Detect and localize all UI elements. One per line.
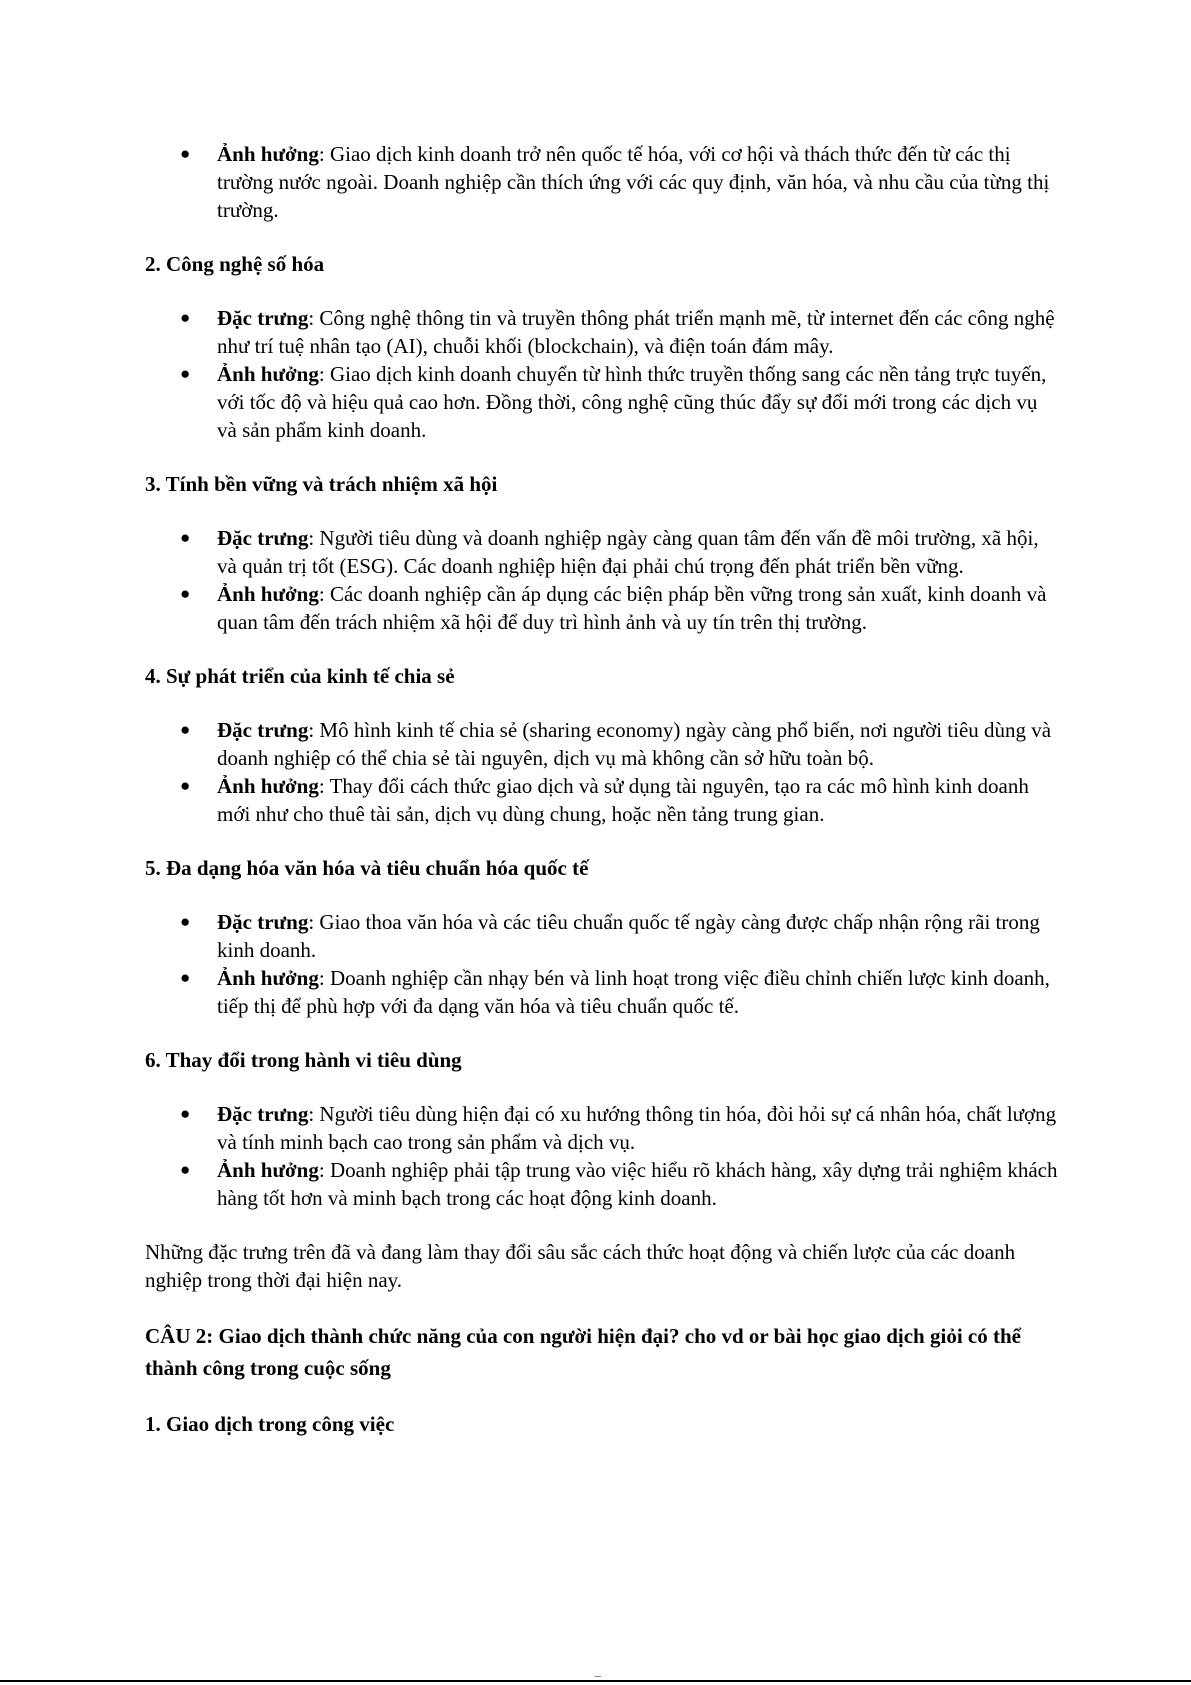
bullet-list [145,524,1060,636]
bullet-text: : Giao dịch kinh doanh chuyển từ hình thức truyền thống sang các nền tảng trực tuyến, với tốc độ và hiệu quả cao hơn. Đồng thời, công nghệ cũng thúc đẩy sự đổi mới trong các dịch vụ và sản phẩm kinh doanh. [217,362,1047,442]
bullet-text: : Mô hình kinh tế chia sẻ (sharing economy) ngày càng phổ biến, nơi người tiêu dùng và doanh nghiệp có thể chia sẻ tài nguyên, dịch vụ mà không cần sở hữu toàn bộ. [217,718,1052,770]
bullet-dot-icon: ● [180,144,191,163]
list-item [145,360,1060,444]
section-heading: 5. Đa dạng hóa văn hóa và tiêu chuẩn hóa quốc tế [145,856,589,880]
section-heading: 1. Giao dịch trong công việc [145,1412,395,1436]
bullet-dot-icon: ● [180,308,191,327]
page-bottom-rule [0,1680,1191,1682]
list-item [145,772,1060,828]
summary-paragraph: Những đặc trưng trên đã và đang làm thay đổi sâu sắc cách thức hoạt động và chiến lược của các doanh nghiệp trong thời đại hiện nay. [145,1240,1016,1292]
question-heading: CÂU 2: Giao dịch thành chức năng của con người hiện đại? cho vd or bài học giao dịch giỏi có thể thành công trong cuộc sống [145,1324,1021,1380]
bullet-dot-icon: ● [180,720,191,739]
list-item [145,580,1060,636]
bullet-text: : Doanh nghiệp phải tập trung vào việc hiểu rõ khách hàng, xây dựng trải nghiệm khách hàng tốt hơn và minh bạch trong các hoạt động kinh doanh. [217,1158,1058,1210]
bullet-text: : Các doanh nghiệp cần áp dụng các biện pháp bền vững trong sản xuất, kinh doanh và quan tâm đến trách nhiệm xã hội để duy trì hình ảnh và uy tín trên thị trường. [217,582,1047,634]
section-heading: 6. Thay đổi trong hành vi tiêu dùng [145,1048,462,1072]
bullet-text: : Thay đổi cách thức giao dịch và sử dụng tài nguyên, tạo ra các mô hình kinh doanh mới như cho thuê tài sản, dịch vụ dùng chung, hoặc nền tảng trung gian. [217,774,1029,826]
bullet-dot-icon: ● [180,912,191,931]
bullet-list [145,716,1060,828]
intro-bullet-list [145,140,1060,224]
bullet-text: : Người tiêu dùng hiện đại có xu hướng thông tin hóa, đòi hỏi sự cá nhân hóa, chất lượng và tính minh bạch cao trong sản phẩm và dịch vụ. [217,1102,1057,1154]
bullet-text: : Giao thoa văn hóa và các tiêu chuẩn quốc tế ngày càng được chấp nhận rộng rãi trong kinh doanh. [217,910,1040,962]
bullet-label: Ảnh hưởng [217,966,319,990]
bullet-label: Ảnh hưởng [217,774,319,798]
list-item [145,524,1060,580]
bullet-dot-icon: ● [180,1104,191,1123]
bullet-label: Đặc trưng [217,526,309,550]
bullet-label: Đặc trưng [217,306,309,330]
bullet-dot-icon: ● [180,364,191,383]
bullet-label: Ảnh hưởng [217,582,319,606]
list-item [145,1100,1060,1156]
bullet-label: Đặc trưng [217,910,309,934]
bullet-dot-icon: ● [180,528,191,547]
list-item [145,304,1060,360]
section-heading: 2. Công nghệ số hóa [145,252,325,276]
bullet-label: Ảnh hưởng [217,1158,319,1182]
document-body [145,140,1060,1438]
bullet-label: Đặc trưng [217,718,309,742]
page-bottom-notch [595,1676,601,1677]
bullet-text: : Doanh nghiệp cần nhạy bén và linh hoạt trong việc điều chỉnh chiến lược kinh doanh, tiếp thị để phù hợp với đa dạng văn hóa và tiêu chuẩn quốc tế. [217,966,1050,1018]
bullet-dot-icon: ● [180,968,191,987]
bullet-text: : Công nghệ thông tin và truyền thông phát triển mạnh mẽ, từ internet đến các công nghệ như trí tuệ nhân tạo (AI), chuỗi khối (blockchain), và điện toán đám mây. [217,306,1055,358]
list-item [145,908,1060,964]
section-heading: 4. Sự phát triển của kinh tế chia sẻ [145,664,455,688]
list-item [145,964,1060,1020]
bullet-label: Ảnh hưởng [217,142,319,166]
bullet-dot-icon: ● [180,584,191,603]
section-heading: 3. Tính bền vững và trách nhiệm xã hội [145,472,498,496]
bullet-list [145,908,1060,1020]
bullet-list [145,1100,1060,1212]
list-item [145,1156,1060,1212]
bullet-label: Đặc trưng [217,1102,309,1126]
list-item [145,716,1060,772]
bullet-dot-icon: ● [180,1160,191,1179]
bullet-text: : Người tiêu dùng và doanh nghiệp ngày càng quan tâm đến vấn đề môi trường, xã hội, và quản trị tốt (ESG). Các doanh nghiệp hiện đại phải chú trọng đến phát triển bền vững. [217,526,1039,578]
list-item [145,140,1060,224]
bullet-dot-icon: ● [180,776,191,795]
bullet-label: Ảnh hưởng [217,362,319,386]
bullet-list [145,304,1060,444]
bullet-text: : Giao dịch kinh doanh trở nên quốc tế hóa, với cơ hội và thách thức đến từ các thị trường nước ngoài. Doanh nghiệp cần thích ứng với các quy định, văn hóa, và nhu cầu của từng thị trường. [217,142,1050,222]
